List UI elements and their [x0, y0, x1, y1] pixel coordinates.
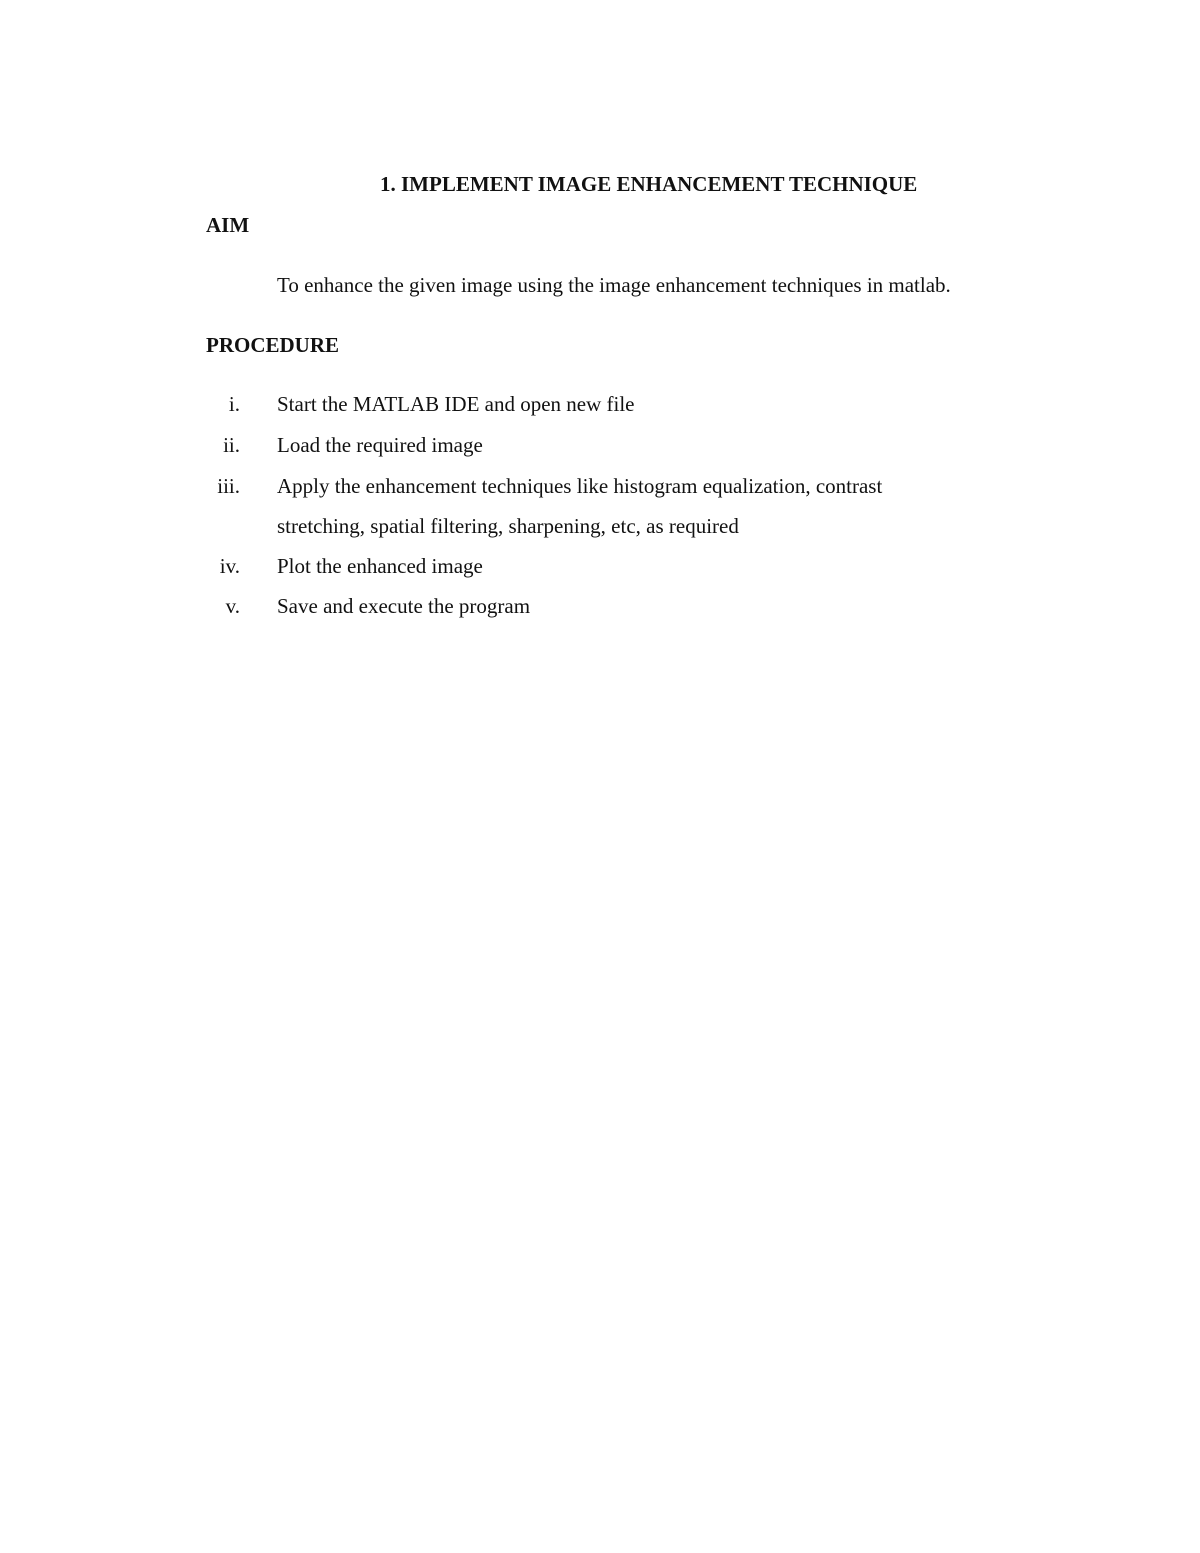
procedure-heading: PROCEDURE: [206, 333, 340, 357]
step-number: ii.: [223, 433, 240, 457]
step-text: Load the required image: [277, 433, 483, 457]
step-number: v.: [225, 594, 240, 618]
step-number: iv.: [219, 554, 240, 578]
step-number: i.: [228, 392, 240, 416]
step-number: iii.: [217, 474, 240, 498]
aim-text: To enhance the given image using the image enhancement techniques in matlab.: [277, 273, 951, 297]
step-text: Apply the enhancement techniques like histogram equalization, contrast stretching, spatial filtering, sharpening, etc, as required: [277, 474, 883, 538]
aim-heading: AIM: [206, 213, 250, 237]
step-text: Start the MATLAB IDE and open new file: [277, 392, 635, 416]
document-title: 1. IMPLEMENT IMAGE ENHANCEMENT TECHNIQUE: [380, 172, 918, 196]
step-text: Plot the enhanced image: [277, 554, 483, 578]
step-text: Save and execute the program: [277, 594, 531, 618]
